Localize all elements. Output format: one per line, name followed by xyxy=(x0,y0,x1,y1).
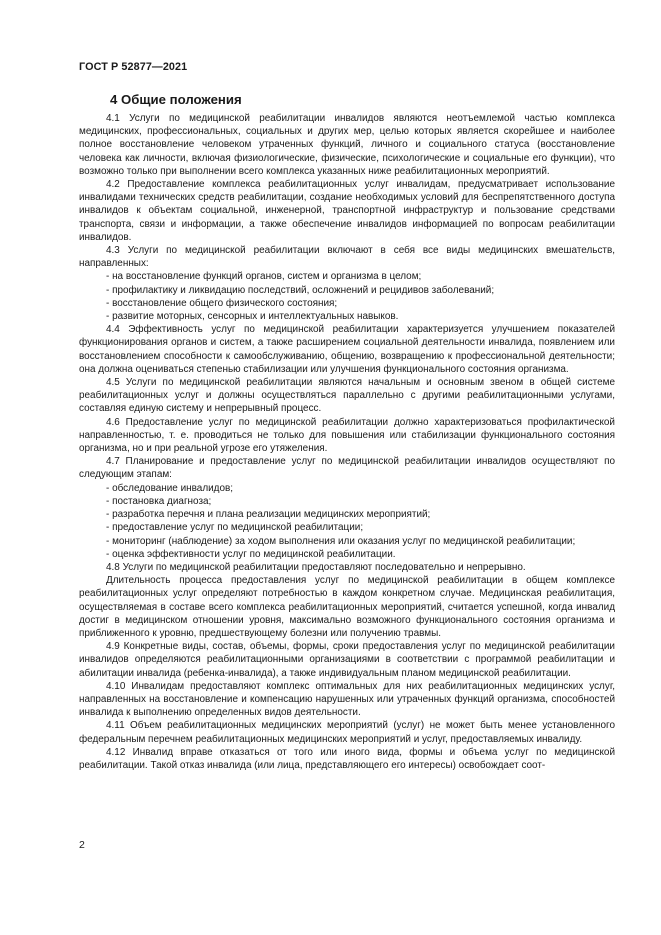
standard-code-header: ГОСТ Р 52877—2021 xyxy=(79,61,188,73)
paragraph-4-10: 4.10 Инвалидам предоставляют комплекс оптимальных для них реабилитационных медицинских услуг, направленных на восстановление и компенсацию нарушенных или утраченных функций организма, способностей инвалида к выполнению определенных видов деятельности. xyxy=(79,680,615,719)
list-item: - обследование инвалидов; xyxy=(106,482,234,494)
page-number: 2 xyxy=(79,839,85,851)
section-body xyxy=(79,112,615,772)
section-title: 4 Общие положения xyxy=(110,92,242,107)
paragraph-4-11: 4.11 Объем реабилитационных медицинских мероприятий (услуг) не может быть менее установленного федеральным перечнем реабилитационных медицинских мероприятий и услуг, предоставляемых инвалиду. xyxy=(79,720,615,745)
paragraph-duration: Длительность процесса предоставления услуг по медицинской реабилитации в общем комплексе реабилитационных услуг определяют потребностью в каждом конкретном случае. Медицинская реабилитация, осуществляемая в составе всего комплекса реабилитационных мероприятий, считается успешной, когда инвалид достиг в медицинском отношении уровня, максимально возможного функционального состояния организма и приближенного к уровню, предшествующему болезни или получению травмы. xyxy=(79,575,615,639)
list-item: - восстановление общего физического состояния; xyxy=(106,297,338,309)
paragraph-4-4: 4.4 Эффективность услуг по медицинской реабилитации характеризуется улучшением показателей функционирования органов и систем, а также расширением социальной деятельности инвалида, появлением или восстановлением способности к самообслуживанию, общению, возвращению к профессиональной деятельности; она должна оцениваться степенью стабилизации или улучшения функционального состояния организма. xyxy=(79,324,615,375)
paragraph-4-8: 4.8 Услуги по медицинской реабилитации предоставляют последовательно и непрерывно. xyxy=(106,561,526,573)
paragraph-4-9: 4.9 Конкретные виды, состав, объемы, формы, сроки предоставления услуг по медицинской реабилитации инвалидов определяются реабилитационными организациями в соответствии с программой реабилитации и абилитации инвалида (ребенка-инвалида), а также индивидуальным планом медицинской реабилитации. xyxy=(79,641,615,679)
list-item: - на восстановление функций органов, систем и организма в целом; xyxy=(106,271,422,283)
list-item: - постановка диагноза; xyxy=(106,495,212,507)
paragraph-4-2: 4.2 Предоставление комплекса реабилитационных услуг инвалидам, предусматривает использование инвалидами технических средств реабилитации, создание необходимых условий для беспрепятственного доступа инвалидов к объектам социальной, инженерной, транспортной инфраструктур и пользование средствами транспорта, связи и информации, а также обеспечение инвалидов информацией по вопросам реабилитации инвалидов. xyxy=(79,179,615,243)
list-item: - мониторинг (наблюдение) за ходом выполнения или оказания услуг по медицинской реабилитации; xyxy=(106,535,576,547)
paragraph-4-3: 4.3 Услуги по медицинской реабилитации включают в себя все виды медицинских вмешательств, направленных: xyxy=(79,245,615,270)
list-item: - развитие моторных, сенсорных и интеллектуальных навыков. xyxy=(106,311,399,323)
paragraph-4-5: 4.5 Услуги по медицинской реабилитации являются начальным и основным звеном в общей системе реабилитационных услуг и должны осуществляться параллельно с другими реабилитационными услугами, составляя единую систему и непрерывный процесс. xyxy=(79,377,615,415)
list-item: - предоставление услуг по медицинской реабилитации; xyxy=(106,522,364,534)
list-item: - оценка эффективности услуг по медицинской реабилитации. xyxy=(106,548,396,560)
paragraph-4-7: 4.7 Планирование и предоставление услуг по медицинской реабилитации инвалидов осуществляют по следующим этапам: xyxy=(79,456,615,481)
list-item: - профилактику и ликвидацию последствий, осложнений и рецидивов заболеваний; xyxy=(106,284,495,296)
paragraph-4-6: 4.6 Предоставление услуг по медицинской реабилитации должно характеризоваться профилактической направленностью, т. е. проводиться не только для повышения или стабилизации функционального состояния организма, но и при реальной угрозе его утяжеления. xyxy=(79,416,615,455)
paragraph-4-1: 4.1 Услуги по медицинской реабилитации инвалидов являются неотъемлемой частью комплекса медицинских, профессиональных, социальных и других мер, целью которых является скорейшее и наиболее полное восстановление человеком утраченных функций, личного и социального статуса (восстановление человека как личности, включая физиологические, физические, психологические и социальные его функции), что возможно только при выполнении всего комплекса указанных ниже реабилитационных мероприятий. xyxy=(79,113,615,177)
list-item: - разработка перечня и плана реализации медицинских мероприятий; xyxy=(106,509,431,521)
paragraph-4-12: 4.12 Инвалид вправе отказаться от того или иного вида, формы и объема услуг по медицинской реабилитации. Такой отказ инвалида (или лица, представляющего его интересы) освобождает соот- xyxy=(79,746,615,771)
